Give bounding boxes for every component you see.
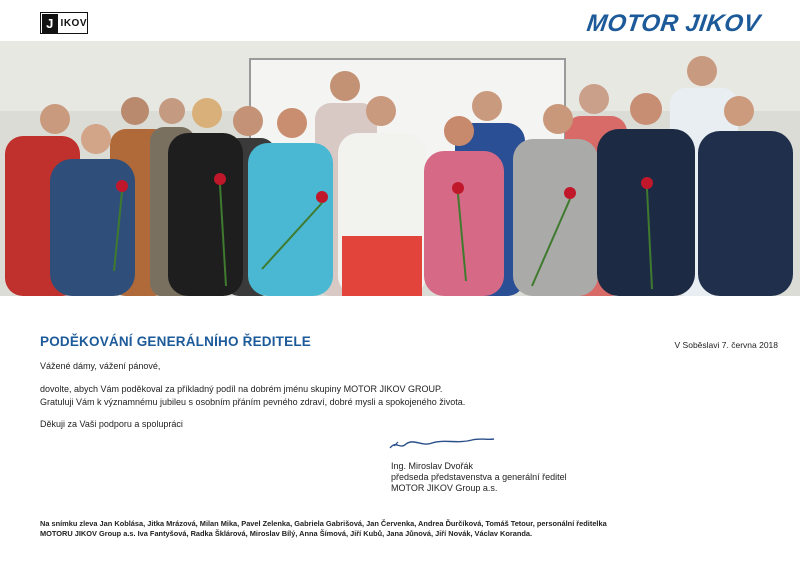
motor-jikov-logo: MOTOR JIKOV (585, 10, 762, 37)
thanks-text: Děkuji za Vaši podporu a spolupráci (40, 419, 183, 429)
letter-heading: PODĚKOVÁNÍ GENERÁLNÍHO ŘEDITELE (40, 334, 311, 349)
jikov-logo (40, 12, 88, 34)
photo-caption (40, 519, 670, 539)
body-line-1: dovolte, abych Vám poděkoval za příkladný podíl na dobrém jménu skupiny MOTOR JIKOV GROUP. (40, 384, 443, 394)
group-photo (0, 41, 800, 296)
caption-line-2: MOTORU JIKOV Group a.s. Iva Fantyšová, Radka Šklárová, Miroslav Bílý, Anna Šímová, Jiří Kubů, Jana Jůnová, Jiří Novák, Václav Koranda. (40, 529, 533, 538)
body-line-2: Gratuluji Vám k významnému jubileu s osobním přáním pevného zdraví, dobré mysli a spokojeného života. (40, 397, 466, 407)
signer-name: Ing. Miroslav Dvořák (391, 461, 474, 471)
place-date: V Soběslavi 7. června 2018 (674, 340, 778, 350)
signer-company: MOTOR JIKOV Group a.s. (391, 483, 498, 493)
signer-role: předseda představenstva a generální ředitel (391, 472, 567, 482)
jikov-logo-mark: J (42, 14, 58, 33)
jikov-logo-word: IKOV (60, 17, 87, 29)
caption-line-1: Na snímku zleva Jan Koblása, Jitka Mrázová, Milan Mika, Pavel Zelenka, Gabriela Gabrišová, Jan Červenka, Andrea Ďurčíková, Tomáš Tetour, personální ředitelka (40, 519, 607, 528)
greeting-text: Vážené dámy, vážení pánové, (40, 361, 161, 371)
group-photo-icon (0, 41, 800, 296)
signature-icon (388, 434, 498, 452)
